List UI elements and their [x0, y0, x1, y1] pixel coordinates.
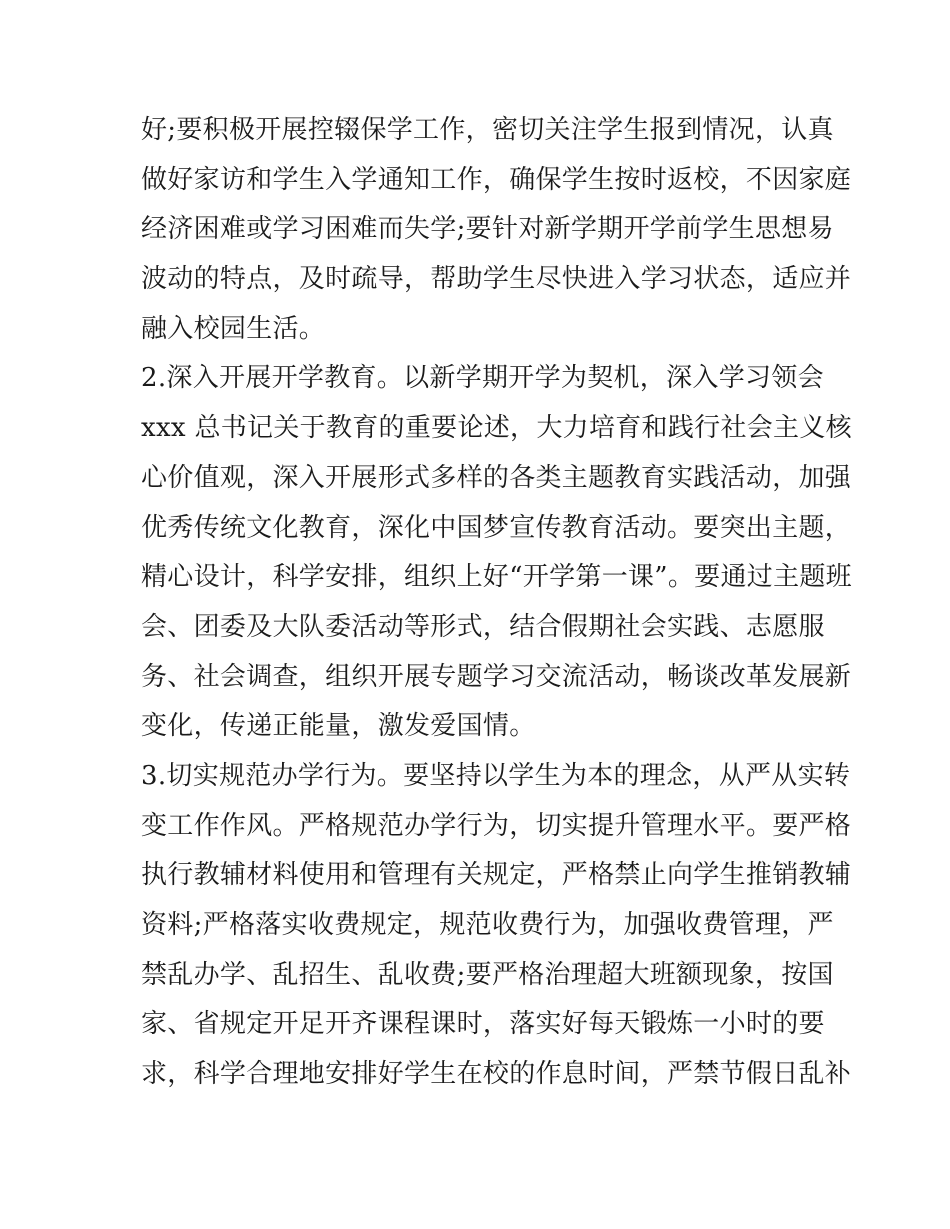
text-line: 做好家访和学生入学通知工作，确保学生按时返校，不因家庭: [141, 164, 852, 195]
body-text: [141, 106, 852, 1100]
text-line: 优秀传统文化教育，深化中国梦宣传教育活动。要突出主题，: [141, 512, 852, 543]
text-line: 融入校园生活。: [141, 313, 326, 344]
text-line: 2.深入开展开学教育。以新学期开学为契机，深入学习领会: [141, 363, 824, 394]
text-line: 好;要积极开展控辍保学工作，密切关注学生报到情况，认真: [141, 115, 834, 145]
text-line: 精心设计，科学安排，组织上好“开学第一课”。要通过主题班: [141, 562, 852, 593]
text-line: 资料;严格落实收费规定，规范收费行为，加强收费管理，严: [141, 910, 834, 940]
text-line: 心价值观，深入开展形式多样的各类主题教育实践活动，加强: [141, 462, 852, 493]
text-line: 变工作作风。严格规范办学行为，切实提升管理水平。要严格: [141, 810, 852, 841]
text-line: 家、省规定开足开齐课程课时，落实好每天锻炼一小时的要: [141, 1009, 825, 1040]
text-line: 禁乱办学、乱招生、乱收费;要严格治理超大班额现象，按国: [141, 959, 834, 990]
text-line: 波动的特点，及时疏导，帮助学生尽快进入学习状态，适应并: [141, 264, 852, 295]
text-line: 务、社会调查，组织开展专题学习交流活动，畅谈改革发展新: [141, 661, 852, 692]
text-line: 会、团委及大队委活动等形式，结合假期社会实践、志愿服: [141, 611, 825, 642]
text-line: 变化，传递正能量，激发爱国情。: [141, 711, 536, 742]
text-line: 执行教辅材料使用和管理有关规定，严格禁止向学生推销教辅: [141, 860, 852, 891]
text-line: 3.切实规范办学行为。要坚持以学生为本的理念，从严从实转: [141, 760, 851, 791]
text-line: xxx 总书记关于教育的重要论述，大力培育和践行社会主义核: [141, 413, 852, 444]
text-line: 经济困难或学习困难而失学;要针对新学期开学前学生思想易: [141, 214, 834, 245]
text-line: 求，科学合理地安排好学生在校的作息时间，严禁节假日乱补: [141, 1059, 852, 1090]
